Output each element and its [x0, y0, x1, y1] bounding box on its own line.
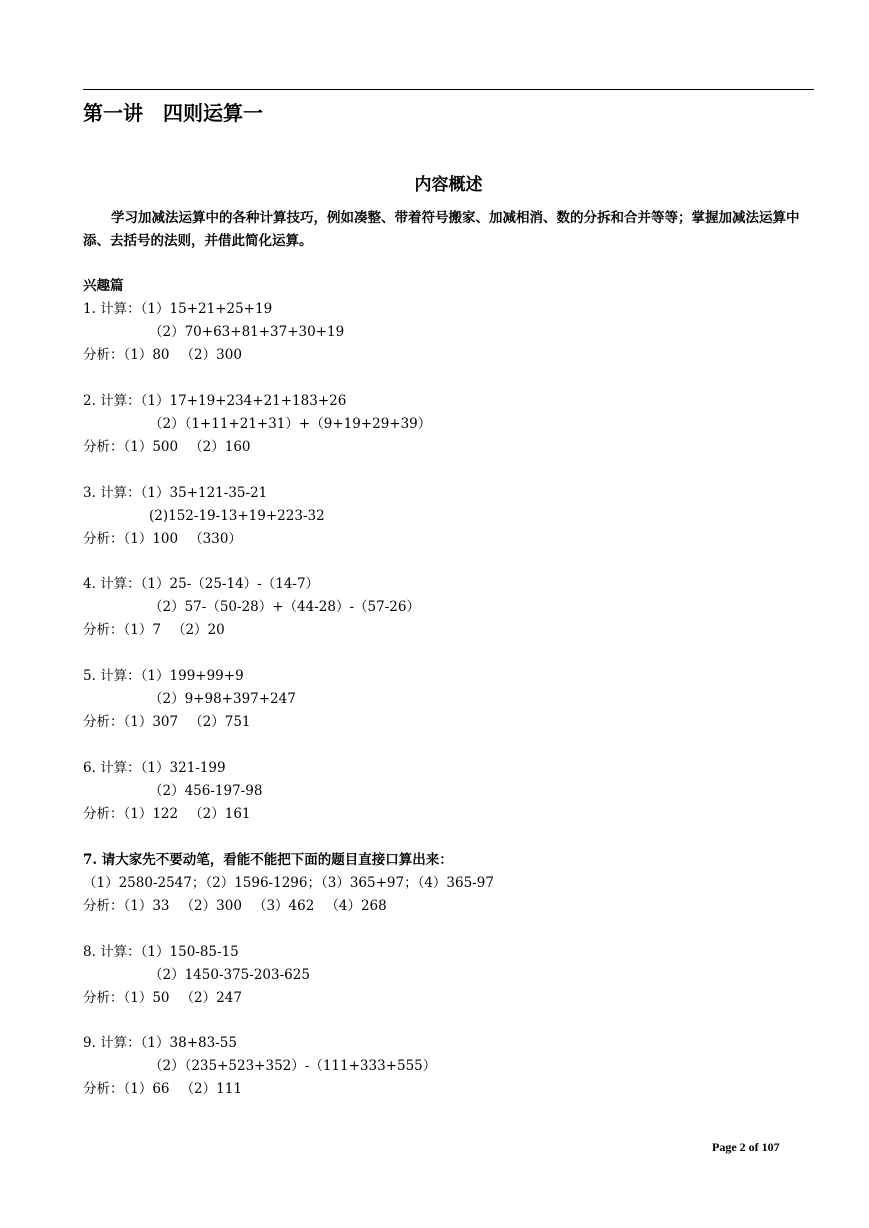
problem-2-answer: 分析：（1）500 （2）160	[83, 438, 251, 455]
problem-5-answer: 分析：（1）307 （2）751	[83, 714, 251, 731]
overview-title: 内容概述	[414, 175, 483, 195]
problem-5-subquestion: （2）9+98+397+247	[149, 691, 296, 708]
problem-6-subquestion: （2）456-197-98	[149, 782, 263, 799]
problem-7-subquestion: （1）2580-2547；（2）1596-1296；（3）365+97；（4）365-97	[83, 874, 494, 891]
problem-9-subquestion: （2）（235+523+352）-（111+333+555）	[149, 1058, 437, 1075]
section-heading: 兴趣篇	[83, 278, 124, 294]
problem-4-answer: 分析：（1）7 （2）20	[83, 622, 225, 639]
problem-3-question: 3. 计算：（1）35+121-35-21	[83, 484, 268, 501]
problem-2-subquestion: （2）（1+11+21+31）+（9+19+29+39）	[149, 415, 432, 432]
problem-1-subquestion: （2）70+63+81+37+30+19	[149, 324, 345, 340]
page-number: Page 2 of 107	[712, 1140, 780, 1154]
problem-4-question: 4. 计算：（1）25-（25-14）-（14-7）	[83, 576, 320, 593]
problem-8-subquestion: （2）1450-375-203-625	[149, 966, 310, 983]
problem-7-answer: 分析：（1）33 （2）300 （3）462 （4）268	[83, 897, 387, 914]
problem-1-question: 1. 计算：（1）15+21+25+19	[83, 301, 273, 317]
problem-1-answer: 分析：（1）80 （2）300	[83, 347, 242, 363]
problem-2-question: 2. 计算：（1）17+19+234+21+183+26	[83, 392, 347, 409]
problem-8-answer: 分析：（1）50 （2）247	[83, 989, 242, 1006]
problem-6-question: 6. 计算：（1）321-199	[83, 759, 226, 776]
problem-4-subquestion: （2）57-（50-28）+（44-28）-（57-26）	[149, 599, 420, 616]
problem-9-answer: 分析：（1）66 （2）111	[83, 1081, 242, 1098]
problem-list	[83, 275, 814, 1101]
intro-paragraph: 学习加减法运算中的各种计算技巧，例如凑整、带着符号搬家、加减相消、数的分拆和合并等等；掌握加减法运算中添、去括号的法则，并借此简化运算。	[83, 210, 800, 249]
chapter-title: 第一讲 四则运算一	[83, 101, 263, 125]
problem-7-question: 7. 请大家先不要动笔，看能不能把下面的题目直接口算出来：	[83, 851, 453, 868]
header-rule	[83, 89, 814, 90]
problem-9-question: 9. 计算：（1）38+83-55	[83, 1035, 237, 1052]
problem-8-question: 8. 计算：（1）150-85-15	[83, 943, 239, 960]
problem-5-question: 5. 计算：（1）199+99+9	[83, 668, 244, 685]
problem-3-answer: 分析：（1）100 （330）	[83, 530, 242, 547]
problem-6-answer: 分析：（1）122 （2）161	[83, 805, 251, 822]
problem-3-subquestion: (2)152-19-13+19+223-32	[149, 507, 325, 524]
